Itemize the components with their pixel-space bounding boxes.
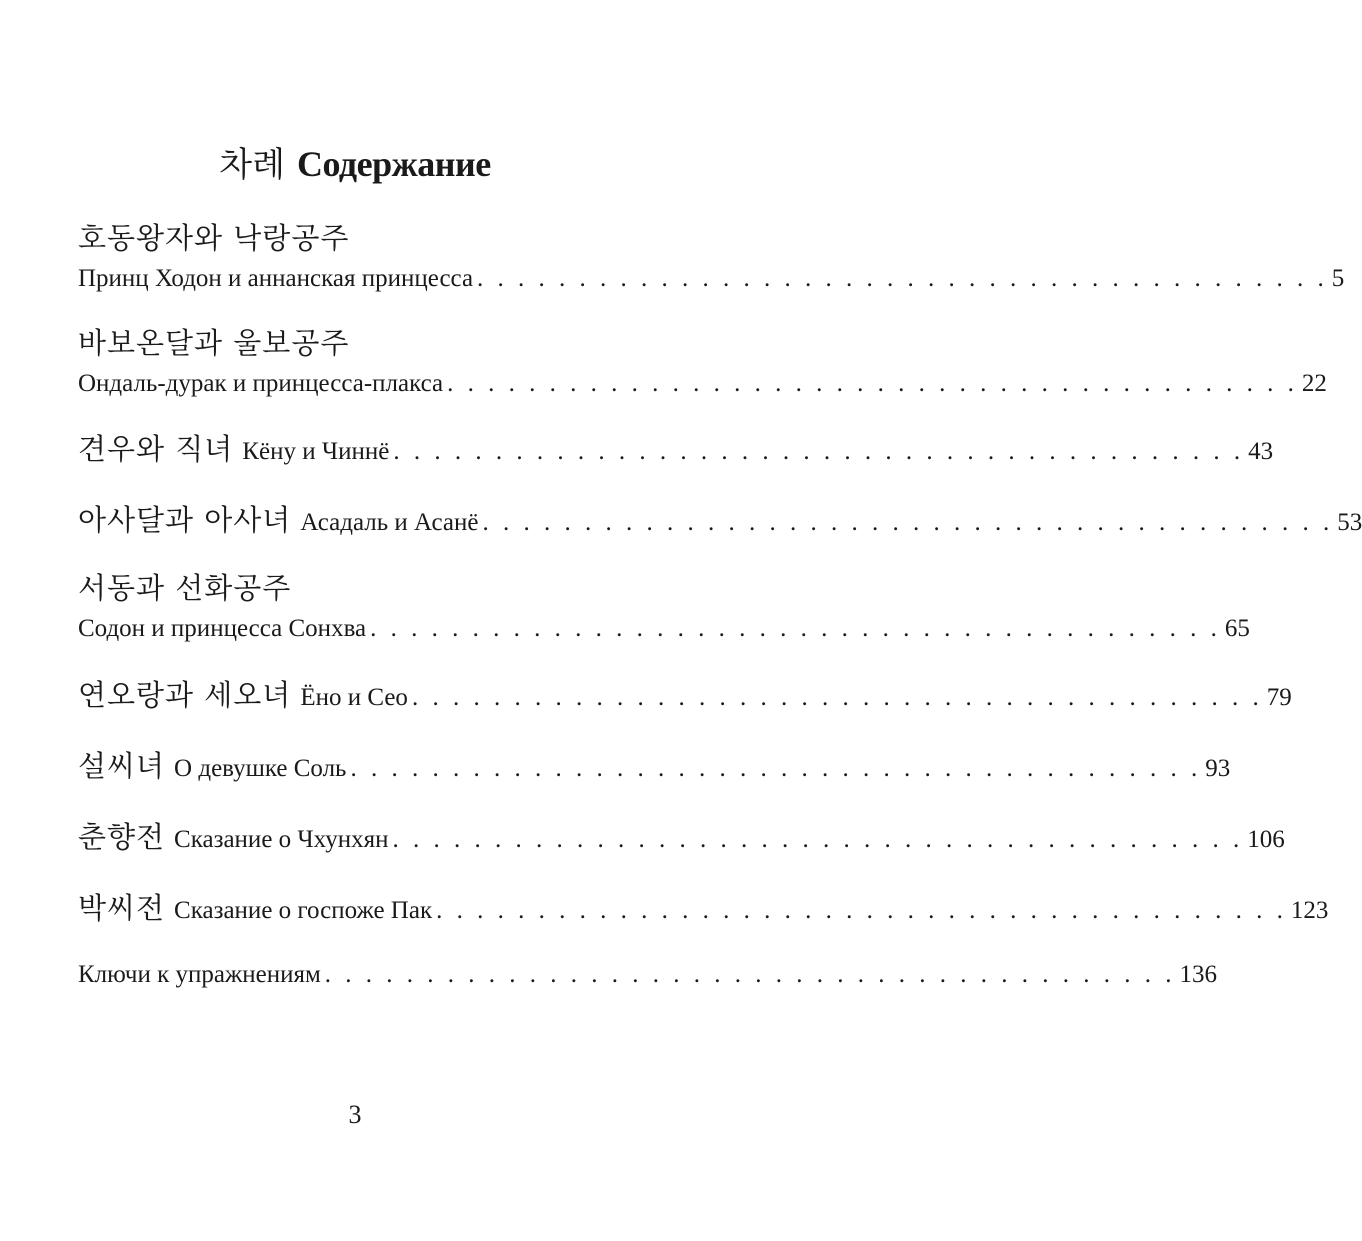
toc-page-number: 43 — [1248, 438, 1274, 465]
dot-leader: . . . . . . . . . . . . . . . . . . . . . . . . . . . . . . . . . . . . . . . . . . — [411, 684, 1263, 711]
toc-page-number: 65 — [1224, 615, 1250, 642]
dot-leader: . . . . . . . . . . . . . . . . . . . . . . . . . . . . . . . . . . . . . . . . . . — [324, 961, 1176, 988]
toc-entry-title: Ондаль-дурак и принцесса-плакса — [78, 370, 444, 397]
toc-entry-korean: 박씨전 — [78, 891, 166, 925]
toc-page-number: 106 — [1247, 826, 1285, 853]
toc-entry-7[interactable] — [78, 749, 1231, 783]
dot-leader: . . . . . . . . . . . . . . . . . . . . . . . . . . . . . . . . . . . . . . . . . . — [436, 897, 1287, 924]
dot-leader: . . . . . . . . . . . . . . . . . . . . . . . . . . . . . . . . . . . . . . . . . . — [393, 438, 1245, 465]
dot-leader: . . . . . . . . . . . . . . . . . . . . . . . . . . . . . . . . . . . . . . . . . . — [447, 370, 1298, 397]
toc-entry-korean: 춘향전 — [78, 820, 166, 854]
toc-entry-title: О девушке Соль — [174, 755, 347, 782]
toc-page-number: 93 — [1205, 755, 1231, 782]
toc-entry-korean: 설씨녀 — [78, 749, 166, 783]
dot-leader: . . . . . . . . . . . . . . . . . . . . . . . . . . . . . . . . . . . . . . . . . . — [370, 615, 1221, 642]
toc-entry-title: Кёну и Чиннё — [242, 438, 390, 465]
toc-entry-title: Ключи к упражнениям — [78, 961, 321, 988]
toc-entry-title: Содон и принцесса Сонхва — [78, 615, 367, 642]
toc-entry-title: Сказание о госпоже Пак — [174, 897, 433, 924]
dot-leader: . . . . . . . . . . . . . . . . . . . . . . . . . . . . . . . . . . . . . . . . . . — [477, 265, 1328, 292]
toc-entry-1-korean: 호동왕자와 낙랑공주 — [78, 221, 350, 255]
toc-entry-8[interactable] — [78, 820, 1285, 854]
title-korean: 차례 — [219, 145, 285, 185]
toc-entry-2-korean: 바보온달과 울보공주 — [78, 326, 350, 360]
toc-entry-title: Ёно и Сео — [300, 684, 408, 711]
toc-page-number: 5 — [1331, 265, 1345, 292]
toc-entry-title: Асадаль и Асанё — [300, 509, 479, 536]
toc-entry-5[interactable] — [78, 615, 1250, 642]
toc-entry-5-korean: 서동과 선화공주 — [78, 571, 292, 605]
toc-page-number: 136 — [1179, 961, 1218, 988]
toc-entry-korean: 아사달과 아사녀 — [78, 503, 292, 537]
toc-entry-title: Принц Ходон и аннанская принцесса — [78, 265, 474, 292]
title-russian: Содержание — [296, 144, 491, 184]
toc-entry-korean: 연오랑과 세오녀 — [78, 678, 292, 712]
toc-entry-6[interactable] — [78, 678, 1292, 712]
toc-entry-9[interactable] — [78, 891, 1329, 925]
toc-entry-1[interactable] — [78, 265, 1345, 292]
page-title — [0, 144, 710, 185]
dot-leader: . . . . . . . . . . . . . . . . . . . . . . . . . . . . . . . . . . . . . . . . . . — [482, 509, 1334, 536]
toc-entry-4[interactable] — [78, 503, 1362, 537]
toc-page-number: 22 — [1301, 370, 1327, 397]
toc-entry-3[interactable] — [78, 432, 1274, 466]
toc-page-number: 123 — [1290, 897, 1329, 924]
toc-entry-title: Сказание о Чхунхян — [174, 826, 389, 853]
dot-leader: . . . . . . . . . . . . . . . . . . . . . . . . . . . . . . . . . . . . . . . . . . — [392, 826, 1244, 853]
page-number: 3 — [348, 1100, 362, 1129]
toc-entry-korean: 견우와 직녀 — [78, 432, 234, 466]
toc-entry-10[interactable] — [78, 961, 1218, 988]
toc-page-number: 53 — [1337, 509, 1362, 536]
dot-leader: . . . . . . . . . . . . . . . . . . . . . . . . . . . . . . . . . . . . . . . . . . — [350, 755, 1202, 782]
toc-entry-2[interactable] — [78, 370, 1327, 397]
toc-page-number: 79 — [1266, 684, 1292, 711]
